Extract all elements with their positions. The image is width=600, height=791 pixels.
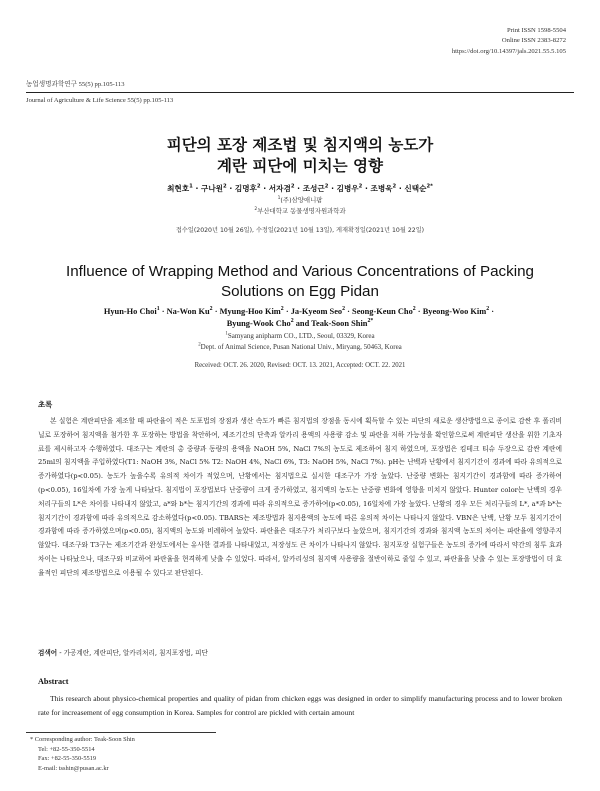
english-authors-line2: Byung-Wook Cho$^2$ and Teak-Soon Shin$^{2*}$: [226, 318, 374, 328]
keywords-list: 가공계란, 계란피단, 알카리처리, 침지포장법, 피단: [63, 649, 208, 657]
author-name: 최현호: [167, 184, 190, 193]
english-dates: Received: OCT. 26. 2020, Revised: OCT. 13. 2021, Accepted: OCT. 22. 2021: [194, 362, 406, 369]
corresponding-footnote: [30, 735, 135, 773]
author-separator: ·: [283, 307, 291, 316]
author-affiliation-mark: 2: [392, 183, 397, 190]
author-affiliation-mark: 2: [280, 306, 284, 313]
author-name: 서자겸: [268, 184, 291, 193]
author-separator: ·: [345, 307, 353, 316]
author-separator: ·: [328, 184, 337, 193]
journal-kr: 농업생명과학연구 55(5) pp.105-113: [26, 81, 125, 88]
korean-abstract-body: 본 실험은 계란피단을 제조할 때 파란율이 적은 도포법의 장점과 생산 속도가 빠른 침지법의 장점을 동시에 획득할 수 있는 피단의 새로운 생산방법으로 종이로 감싼 후 폴리비닐로 포장하여 침지액을 첨가한 후 포장하는 방법을 착안하여, 제조기간의 단축과 알카리 용액의 사용량 감소 및 파란을 저하 가능성을 확인함으로써 계란피단 생산을 위한 기초자료를 제시하고자 수행하였다. 대조구는 계란의 총 중량과 동량의 용액을 NaOH 5%, NaCl 7%의 농도로 제조하여 침지 하였으며, 포장법은 킴테크 티슈 두장으로 감싼 계란에 25ml의 침지액을 주입하였다(T1: NaOH 3%, NaCl 5% T2: NaOH 4%, NaCl 6%, T3: NaOH 5%, NaCl 7%). pH는 난백과 난황에서 침지기간이 경과에 따라 유의적으로 증가하였다(p<0.05). 농도가 높을수록 유의적 차이가 적었으며, 난황에서는 침지법으로 실시한 대조구가 가장 높았다. 난중량 변화는 침지기간이 경과함에 따라 증가하여(p<0.05), 16일차에 가장 높게 나타났다. 침지법이 포장법보다 난중량이 크게 증가하였고, 침지액의 농도는 난중량 변화에 영향을 미치지 않았다. Hunter color는 난백의 경우 처리구들의 L*은 차이를 나타내지 않았고, a*와 b*는 침지기간의 경과에 따라 유의적으로 증가하여(p<0.05), 16일차에 가장 높았다. 난황의 경우 모든 처리구들의 L*, a*과 b*는 침지기간이 경과함에 따라 유의적으로 감소하였다(p<0.05). TBARS는 제조방법과 침지용액의 농도에 따른 유의적 차이는 나타나지 않았다. VBN은 난백, 난황 모두 침지기간이 경과함에 따라 증가하였으며(p<0.05), 침지액의 농도와 비례하여 높았다. 파란율은 대조구가 처리구보다 높았으며, 침지기간의 경과와 침지액 농도의 차이는 파란율에 영향주지 않았다. 대조구와 T3구는 제조기간과 완성도에서는 유사한 결과를 나타내었고, 저장성도 큰 차이가 나타나지 않았다. 침지포장 실험구들은 농도의 증가에 따라서 약간의 침투 효과 차이는 나타났으나, 대조구와 비교하여 파란율을 현격하게 낮출 수 있었다. 따라서, 알카리성의 침지액 사용량을 절반이하로 줄일 수 있고, 파란율을 낮출 수 있는 포장방법이 더 효율적인 피단의 제조방법으로 이용될 수 있다고 판단된다.: [38, 417, 562, 577]
author-affiliation-mark: 2: [342, 306, 346, 313]
author-affiliation-mark: 2*: [426, 183, 433, 190]
korean-dates: 접수일(2020년 10월 26일), 수정일(2021년 10월 13일), 게재확정일(2021년 10월 22일): [175, 227, 425, 234]
author-affiliation-mark: 2: [358, 183, 363, 190]
author-name: 김병우: [336, 184, 359, 193]
korean-affiliation-2: $^2$부산대학교 동물생명자원과학과: [254, 206, 346, 215]
author-separator: ·: [226, 184, 235, 193]
english-affiliation-2: $^2$Dept. of Animal Science, Pusan National Univ., Miryang, 50463, Korea: [198, 342, 402, 351]
author-name: 구나원: [200, 184, 223, 193]
korean-abstract-heading: 초록: [38, 400, 53, 409]
english-affiliations: [0, 331, 600, 352]
author-affiliation-mark: 2: [223, 183, 227, 190]
author-name: 김명후: [234, 184, 257, 193]
author-affiliation-mark: 2: [486, 306, 490, 313]
print-issn: Print ISSN 1598-5504: [507, 27, 566, 34]
author-separator: ·: [294, 184, 303, 193]
corresponding-tel: Tel: +82-55-350-5514: [38, 745, 95, 753]
author-name: Seong-Keun Cho: [352, 307, 413, 316]
author-separator: ·: [396, 184, 405, 193]
doi-link[interactable]: https://doi.org/10.14397/jals.2021.55.5.105: [451, 47, 566, 55]
corresponding-email[interactable]: E-mail: tsshin@pusan.ac.kr: [38, 764, 109, 772]
english-abstract-heading: Abstract: [38, 677, 69, 686]
footnote-rule: [26, 732, 216, 733]
author-affiliation-mark: 2: [412, 306, 416, 313]
english-affiliation-1: $^1$Samyang anipharm CO., LTD., Seoul, 03329, Korea: [225, 331, 375, 340]
author-separator: ·: [159, 307, 167, 316]
author-separator: ·: [362, 184, 371, 193]
korean-title: [0, 135, 600, 177]
author-affiliation-mark: 1: [189, 183, 193, 190]
corresponding-author: * Corresponding author: Teak-Soon Shin: [30, 736, 135, 743]
journal-en: Journal of Agriculture & Life Science 55(5) pp.105-113: [26, 97, 174, 104]
author-name: Ja-Kyeom Seo: [290, 307, 343, 316]
author-name: 조병욱: [370, 184, 393, 193]
english-authors: [30, 306, 570, 330]
korean-affiliation-1: $^1$(주)삼양애니팜: [277, 195, 323, 204]
korean-affiliations: [0, 195, 600, 216]
author-name: Hyun-Ho Choi: [103, 307, 157, 316]
author-separator: ·: [260, 184, 269, 193]
english-title: [0, 262, 600, 302]
english-title-line1: Influence of Wrapping Method and Various Concentrations of Packing: [65, 263, 534, 280]
author-affiliation-mark: 2: [209, 306, 213, 313]
online-issn: Online ISSN 2383-8272: [501, 37, 566, 45]
author-name: Byeong-Woo Kim: [422, 307, 487, 316]
author-separator: ·: [192, 184, 201, 193]
author-separator: ·: [489, 307, 497, 316]
english-title-line2: Solutions on Egg Pidan: [221, 283, 379, 300]
author-name: Myung-Hoo Kim: [219, 307, 281, 316]
korean-title-line2: 계란 피단에 미치는 영향: [217, 157, 383, 175]
korean-authors: [0, 183, 600, 194]
author-name: Na-Won Ku: [166, 307, 210, 316]
header-rule: [26, 92, 574, 93]
author-affiliation-mark: 2: [290, 183, 295, 190]
author-separator: ·: [415, 307, 423, 316]
author-separator: ·: [212, 307, 220, 316]
keywords: 검색어 - 가공계란, 계란피단, 알카리처리, 침지포장법, 피단: [38, 649, 208, 657]
author-name: 신택순: [404, 184, 427, 193]
english-authors-line1: [30, 306, 570, 318]
issn-block: [452, 26, 566, 57]
author-name: 조성근: [302, 184, 325, 193]
author-affiliation-mark: 2: [324, 183, 329, 190]
corresponding-fax: Fax: +82-55-350-5519: [38, 755, 97, 763]
author-affiliation-mark: 1: [156, 306, 160, 313]
korean-title-line1: 피단의 포장 제조법 및 침지액의 농도가: [166, 136, 434, 154]
author-affiliation-mark: 2: [256, 183, 261, 190]
keywords-label: 검색어: [38, 649, 58, 657]
english-abstract-body: This research about physico-chemical properties and quality of pidan from chicken eggs was designed in order to simplify manufacturing process and to lower broken rate for increasement of egg consumption in Korea. Samples for control are pickled with certain amount: [38, 694, 562, 717]
